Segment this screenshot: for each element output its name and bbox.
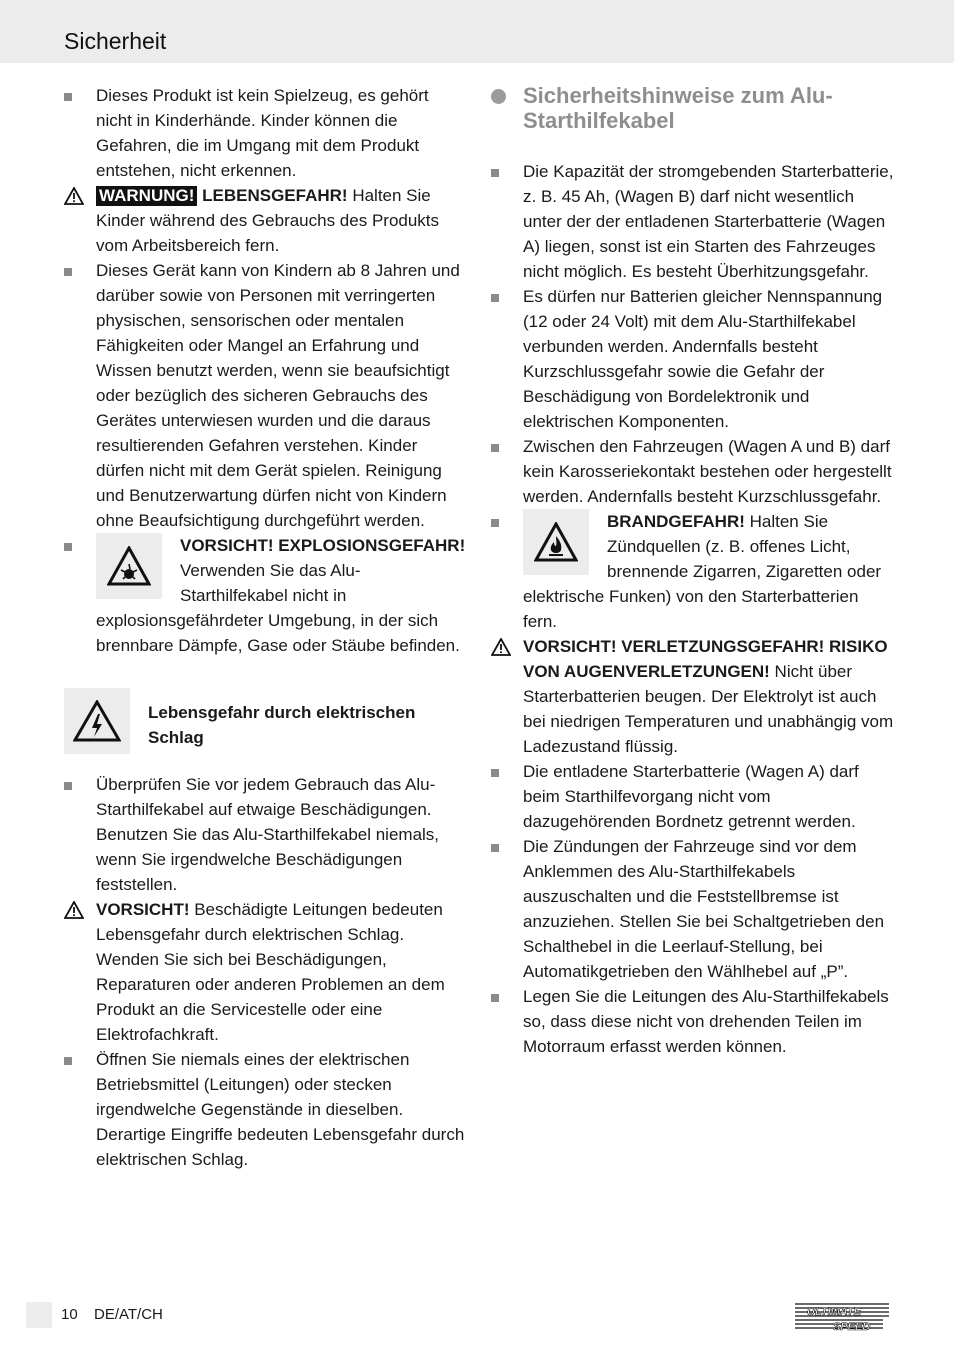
bullet-icon: [491, 769, 499, 777]
language-code: DE/AT/CH: [94, 1306, 163, 1323]
bullet-icon: [491, 844, 499, 852]
warning-item: VORSICHT! VERLETZUNGSGEFAHR! RISIKO VON AUGENVERLETZUNGEN! Nicht über Starterbatterien beugen. Der Elektrolyt ist auch bei niedrigen Temperaturen und unabhängig vom Ladezustand flüssig.: [489, 634, 894, 759]
page-title: Sicherheit: [64, 28, 167, 54]
right-column: [489, 83, 894, 1059]
shock-pictogram: [64, 688, 130, 754]
flame-icon: [534, 522, 578, 562]
bullet-icon: [491, 519, 499, 527]
warning-triangle-icon: [491, 638, 511, 656]
warning-triangle-icon: [64, 187, 84, 205]
list-item: Dieses Produkt ist kein Spielzeug, es gehört nicht in Kinderhände. Kinder können die Gefahren, die im Umgang mit dem Produkt entstehen, nicht erkennen.: [62, 83, 466, 183]
logo-text-bottom: SPEED: [833, 1321, 871, 1333]
bullet-icon: [491, 994, 499, 1002]
explosion-warning-item: VORSICHT! EXPLOSIONSGEFAHR! Verwenden Sie das Alu-Starthilfekabel nicht in explosionsgefährdeter Umgebung, in der sich brennbare Dämpfe, Gase oder Stäube befinden.: [62, 533, 466, 658]
footer-marker: [26, 1302, 52, 1328]
section-heading: Sicherheitshinweise zum Alu-Starthilfekabel: [489, 83, 894, 133]
list-item: Es dürfen nur Batterien gleicher Nennspannung (12 oder 24 Volt) mit dem Alu-Starthilfekabel verbunden werden. Andernfalls besteht Kurzschlussgefahr sowie die Gefahr der Beschädigung von Bordelektronik und elektrischen Komponenten.: [489, 284, 894, 434]
warning-item: WARNUNG! LEBENSGEFAHR! Halten Sie Kinder während des Gebrauchs des Produkts vom Arbeitsbereich fern.: [62, 183, 466, 258]
heading-dot-icon: [491, 89, 506, 104]
list-item: Die Zündungen der Fahrzeuge sind vor dem Anklemmen des Alu-Starthilfekabels auszuschalten und die Feststellbremse ist anzuziehen. Stellen Sie bei Schaltgetrieben den Schalthebel in die Leerlauf-Stellung, bei Automatikgetrieben den Wählhebel auf „P”.: [489, 834, 894, 984]
bullet-icon: [491, 169, 499, 177]
brand-logo: [793, 1301, 893, 1333]
warning-badge: WARNUNG!: [96, 186, 197, 206]
list-item: Die entladene Starterbatterie (Wagen A) darf beim Starthilfevorgang nicht vom dazugehörenden Bordnetz getrennt werden.: [489, 759, 894, 834]
bullet-icon: [64, 268, 72, 276]
list-item: Öffnen Sie niemals eines der elektrischen Betriebsmittel (Leitungen) oder stecken irgendwelche Gegenstände in dieselben. Derartige Eingriffe bedeuten Lebensgefahr durch elektrischen Schlag.: [62, 1047, 466, 1172]
warning-triangle-icon: [64, 901, 84, 919]
bullet-icon: [64, 782, 72, 790]
bullet-icon: [64, 93, 72, 101]
list-item: Zwischen den Fahrzeugen (Wagen A und B) darf kein Karosseriekontakt bestehen oder hergestellt werden. Andernfalls besteht Kurzschlussgefahr.: [489, 434, 894, 509]
explosion-icon: [107, 546, 151, 586]
warning-item: VORSICHT! Beschädigte Leitungen bedeuten Lebensgefahr durch elektrischen Schlag. Wenden Sie sich bei Beschädigungen, Reparaturen oder anderen Problemen an dem Produkt an die Servicestelle oder eine Elektrofachkraft.: [62, 897, 466, 1047]
list-item: Die Kapazität der stromgebenden Starterbatterie, z. B. 45 Ah, (Wagen B) darf nicht wesentlich unter der der entladenen Starterbatterie (Wagen A) liegen, sonst ist ein Starten des Fahrzeuges nicht möglich. Es besteht Überhitzungsgefahr.: [489, 159, 894, 284]
high-voltage-icon: [73, 700, 121, 742]
electric-shock-section: [62, 688, 466, 754]
list-item: Dieses Gerät kann von Kindern ab 8 Jahren und darüber sowie von Personen mit verringerten physischen, sensorischen oder mentalen Fähigkeiten oder Mangel an Erfahrung und Wissen benutzt werden, wenn sie beaufsichtigt oder bezüglich des sicheren Gebrauchs des Gerätes unterwiesen wurden und die daraus resultierenden Gefahren verstehen. Kinder dürfen nicht mit dem Gerät spielen. Reinigung und Benutzerwartung dürfen nicht von Kindern ohne Beaufsichtigung durchgeführt werden.: [62, 258, 466, 533]
fire-warning-item: BRANDGEFAHR! Halten Sie Zündquellen (z. B. offenes Licht, brennende Zigarren, Zigaretten oder elektrische Funken) von den Starterbatterien fern.: [489, 509, 894, 634]
bullet-icon: [491, 444, 499, 452]
section-title: Lebensgefahr durch elektrischen Schlag: [148, 703, 416, 747]
page-number: 10: [61, 1306, 78, 1323]
bullet-icon: [64, 543, 72, 551]
bullet-icon: [64, 1057, 72, 1065]
left-column: [62, 83, 466, 1172]
fire-pictogram: [523, 509, 589, 575]
explosion-pictogram: [96, 533, 162, 599]
list-item: Überprüfen Sie vor jedem Gebrauch das Alu-Starthilfekabel auf etwaige Beschädigungen. Benutzen Sie das Alu-Starthilfekabel niemals, wenn Sie irgendwelche Beschädigungen feststellen.: [62, 772, 466, 897]
list-item: Legen Sie die Leitungen des Alu-Starthilfekabels so, dass diese nicht von drehenden Teilen im Motorraum erfasst werden können.: [489, 984, 894, 1059]
page-header: [0, 0, 954, 63]
bullet-icon: [491, 294, 499, 302]
logo-text-top: ULTIMATE: [807, 1306, 861, 1318]
